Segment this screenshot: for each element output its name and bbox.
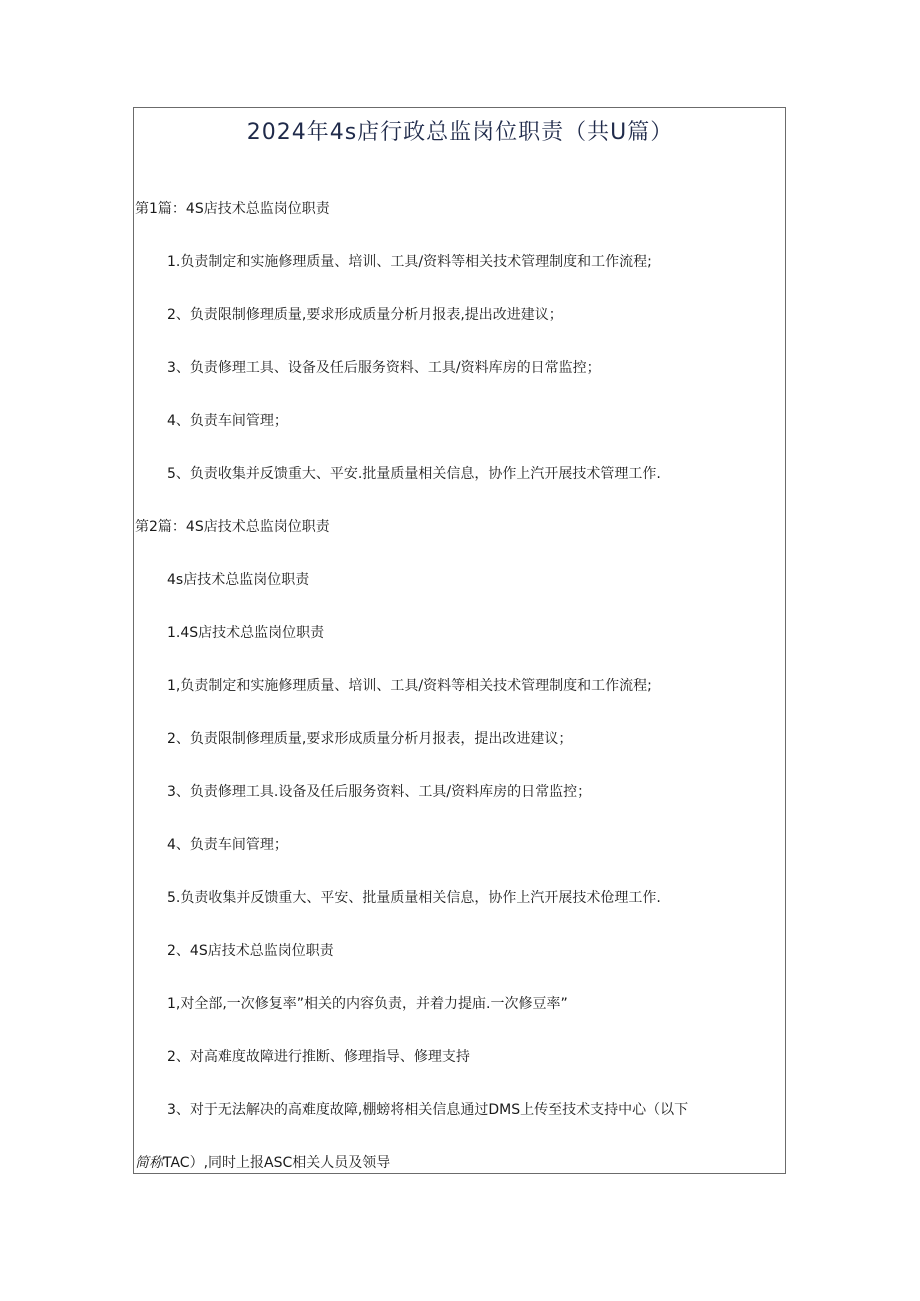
section-heading-2: 第2篇：4S店技术总监岗位职责 <box>135 519 330 535</box>
list-item: 2、负责限制修理质量,要求形成质量分析月报表，提出改进建议； <box>167 731 573 747</box>
document-title: 2024年4s店行政总监岗位职责（共U篇） <box>246 120 674 145</box>
list-item: 4s店技术总监岗位职责 <box>167 572 310 588</box>
list-item: 1.负责制定和实施修理质量、培训、工具/资料等相关技术管理制度和工作流程; <box>167 254 652 270</box>
list-item: 2、负责限制修理质量,要求形成质量分析月报表,提出改进建议； <box>167 307 563 323</box>
list-item: 3、负责修理工具.设备及任后服务资料、工具/资料库房的日常监控； <box>167 784 592 800</box>
continuation-text: TAC）,同时上报ASC相关人员及领导 <box>163 1155 391 1171</box>
list-item: 5、负责收集并反馈重大、平安.批量质量相关信息，协作上汽开展技术管理工作. <box>167 466 661 482</box>
list-item: 4、负责车间管理； <box>167 413 288 429</box>
list-item: 5.负责收集并反馈重大、平安、批量质量相关信息，协作上汽开展技术伧理工作. <box>167 890 661 906</box>
list-item-continuation <box>135 1153 390 1173</box>
list-item: 4、负责车间管理； <box>167 837 288 853</box>
list-item: 3、负责修理工具、设备及任后服务资料、工具/资料库房的日常监控； <box>167 360 601 376</box>
abbreviation-label: 简称 <box>135 1155 163 1171</box>
list-item: 1.4S店技术总监岗位职责 <box>167 625 325 641</box>
list-item: 1,对全部,一次修复率”相关的内容负责，并着力提庙.一次修豆率” <box>167 996 568 1012</box>
list-item: 1,负责制定和实施修理质量、培训、工具/资料等相关技术管理制度和工作流程; <box>167 678 652 694</box>
list-item: 3、对于无法解决的高难度故障,棚螃将相关信息通过DMS上传至技术支持中心（以下 <box>167 1102 689 1118</box>
list-item: 2、对高难度故障进行推断、修理指导、修理支持 <box>167 1049 470 1065</box>
list-item: 2、4S店技术总监岗位职责 <box>167 943 334 959</box>
section-heading-1: 第1篇：4S店技术总监岗位职责 <box>135 201 330 217</box>
